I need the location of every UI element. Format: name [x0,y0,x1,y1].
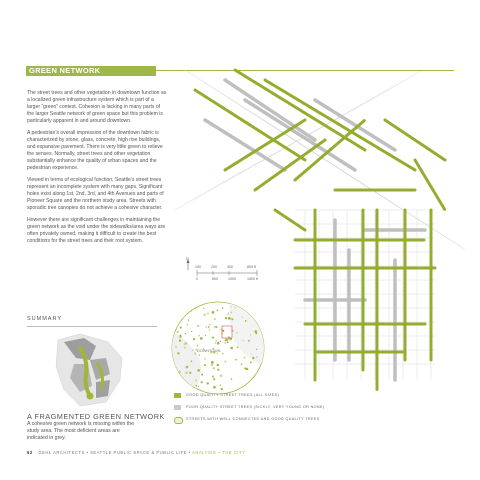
inset-tree-dot [225,342,226,343]
body-paragraph: However there are significant challenges in maintaining the green network as the void under the sidewalks/area ways are often privately owned, making it difficult to create the best conditions for the street trees and their root system. [27,217,166,244]
legend-swatch [174,393,181,398]
summary-title: A FRAGMENTED GREEN NETWORK [27,412,165,421]
body-text-column [27,90,167,250]
inset-tree-dot [227,314,228,315]
inset-tree-dot [211,361,214,364]
inset-tree-dot [213,378,215,380]
inset-tree-dot [220,341,221,342]
good-street-segment [385,120,445,160]
inset-tree-dot [195,385,197,387]
inset-tree-dot [199,354,200,355]
inset-tree-dot [220,375,223,378]
inset-tree-dot [177,331,179,333]
scale-tick: 1000 [228,277,236,281]
inset-tree-dot [212,311,215,314]
summary-thumbnail-map [50,330,130,410]
inset-tree-dot [236,332,237,333]
inset-tree-dot [207,382,209,384]
inset-tree-dot [188,319,190,321]
inset-tree-dot [204,358,205,359]
scale-bar [185,258,260,286]
inset-tree-dot [256,349,257,350]
inset-tree-dot [205,326,207,328]
inset-tree-dot [231,378,233,380]
inset-tree-dot [212,337,214,339]
inset-tree-dot [186,324,188,326]
north-label: N [186,257,189,261]
legend-label: POOR QUALITY STREET TREES (SICKLY, VERY YOUNG OR NONE) [186,404,325,409]
inset-tree-dot [217,310,219,312]
inset-tree-dot [214,318,216,320]
inset-tree-dot [255,305,257,307]
inset-tree-dot [179,335,181,337]
scale-tick: 100 [195,265,201,269]
inset-tree-dot [209,329,210,330]
inset-tree-dot [182,379,183,380]
inset-tree-dot [217,369,219,371]
inset-tree-dot [225,317,227,319]
inset-tree-dot [194,352,196,354]
inset-tree-dot [191,360,193,362]
inset-tree-dot [197,325,199,327]
inset-tree-dot [175,346,177,348]
inset-tree-dot [192,349,194,351]
inset-tree-dot [213,367,215,369]
inset-tree-dot [246,385,248,387]
inset-tree-dot [250,362,252,364]
inset-tree-dot [213,386,216,389]
inset-tree-dot [227,341,229,343]
summary-text: A cohesive green network is missing within the study area. The most deficient areas are indicated in grey. [27,421,134,441]
body-paragraph: Viewed in terms of ecological function, Seattle’s street trees represent an incomplete system with many gaps. Significant holes exist along 1st, 2nd, 3rd, and 4th Avenues and parts of Pioneer Square and the northern study area. Streets with sporadic tree canopies do not achieve a cohesive character. [27,176,164,211]
inset-tree-dot [200,389,201,390]
inset-tree-dot [204,364,206,366]
inset-tree-dot [200,337,203,340]
inset-tree-dot [241,363,243,365]
inset-tree-dot [237,347,239,349]
scale-tick: 1500 ft [247,277,258,281]
street-segment [367,187,465,257]
inset-tree-dot [234,307,235,308]
inset-tree-dot [256,356,258,358]
inset-tree-dot [190,308,191,309]
inset-tree-dot [235,359,237,361]
summary-rule [27,326,157,327]
scale-tick: 800 ft [247,265,256,269]
inset-tree-dot [245,368,247,370]
inset-tree-dot [217,342,220,345]
scale-tick: 600 [212,277,218,281]
scale-tick: 400 [227,265,233,269]
legend-swatch [174,417,183,424]
inset-tree-dot [230,318,232,320]
inset-tree-dot [248,340,250,342]
inset-tree-dot [198,335,200,337]
body-paragraph: The street trees and other vegetation in downtown function as a localized green infrastructure system which is part of a larger “green” context. Cohesion is lacking in many parts of the larger Seattle network of green space but this problem is particularly apparent in and around downtown. [27,90,167,124]
inset-tree-dot [177,352,179,354]
inset-tree-dot [222,353,223,354]
good-street-segment [415,160,445,210]
street-segment [351,71,421,111]
inset-tree-dot [215,342,217,344]
inset-tree-dot [207,313,209,315]
inset-tree-dot [245,320,247,322]
inset-tree-dot [203,308,204,309]
footer-text: GEHL ARCHITECTS • SEATTLE PUBLIC SPACE & PUBLIC LIFE • [38,450,191,455]
section-title: GREEN NETWORK [29,66,101,75]
inset-tree-dot [214,326,216,328]
inset-tree-dot [222,307,224,309]
inset-tree-dot [212,375,214,377]
inset-tree-dot [177,318,179,320]
inset-tree-dot [220,385,221,386]
inset-tree-dot [243,340,244,341]
inset-tree-dot [203,314,205,316]
good-street-segment [275,210,305,230]
summary-label: SUMMARY [27,316,63,322]
section-header-bar [26,66,156,76]
inset-tree-dot [191,331,192,332]
inset-tree-dot [252,357,254,359]
legend-label: STREETS WITH WELL CONNECTED AND GOOD QUALITY TREES [186,416,320,421]
scale-graphic [185,258,260,286]
inset-tree-dot [179,339,181,341]
legend-swatch [174,405,181,410]
inset-tree-dot [189,305,192,308]
inset-tree-dot [180,327,182,329]
footer [27,450,245,455]
inset-tree-dot [230,306,231,307]
inset-tree-dot [221,388,223,390]
inset-tree-dot [189,388,191,390]
inset-tree-dot [193,338,195,340]
inset-tree-dot [189,372,191,374]
inset-tree-dot [205,335,206,336]
inset-tree-dot [211,364,213,366]
inset-tree-dot [195,379,197,381]
inset-tree-dot [224,361,226,363]
inset-tree-dot [201,374,203,376]
inset-tree-dot [228,317,231,320]
inset-tree-dot [230,347,233,350]
context-inset-map [170,300,266,396]
inset-tree-dot [217,364,219,366]
inset-tree-dot [250,353,251,354]
inset-tree-dot [244,387,246,389]
inset-tree-dot [186,306,188,308]
inset-tree-dot [243,357,245,359]
inset-tree-dot [185,371,188,374]
footer-section: ANALYSIS – THE CITY [192,450,246,455]
inset-tree-dot [185,333,186,334]
legend-label: GOOD QUALITY STREET TREES (ALL SIZES) [186,392,280,397]
inset-tree-dot [197,369,200,372]
scale-tick: 200 [211,265,217,269]
scale-tick: 0 [196,277,198,281]
inset-tree-dot [230,311,232,313]
body-paragraph: A pedestrian’s overall impression of the downtown fabric is characterized by stone, glass, concrete, high rise buildings, and expansive pavement. There is very little green to relieve the senses. Normally, street trees and other vegetation substantially enhance the quality of urban spaces and the pedestrian experience. [27,130,163,171]
inset-tree-dot [254,330,257,333]
inset-tree-dot [184,347,186,349]
page-number: 62 [27,450,33,455]
inset-tree-dot [198,386,199,387]
inset-tree-dot [183,343,185,345]
poor-street-segment [205,120,285,170]
inset-tree-dot [201,381,203,383]
inset-tree-dot [186,366,188,368]
inset-tree-dot [257,380,259,382]
inset-tree-dot [250,334,252,336]
inset-tree-dot [209,324,211,326]
inset-tree-dot [216,340,217,341]
inset-tree-dot [208,326,210,328]
inset-tree-dot [175,387,177,389]
inset-tree-dot [250,385,252,387]
inset-tree-dot [228,338,231,341]
inset-tree-dot [242,317,243,318]
inset-tree-dot [197,345,198,346]
inset-label: DOWNTOWN [197,349,221,353]
